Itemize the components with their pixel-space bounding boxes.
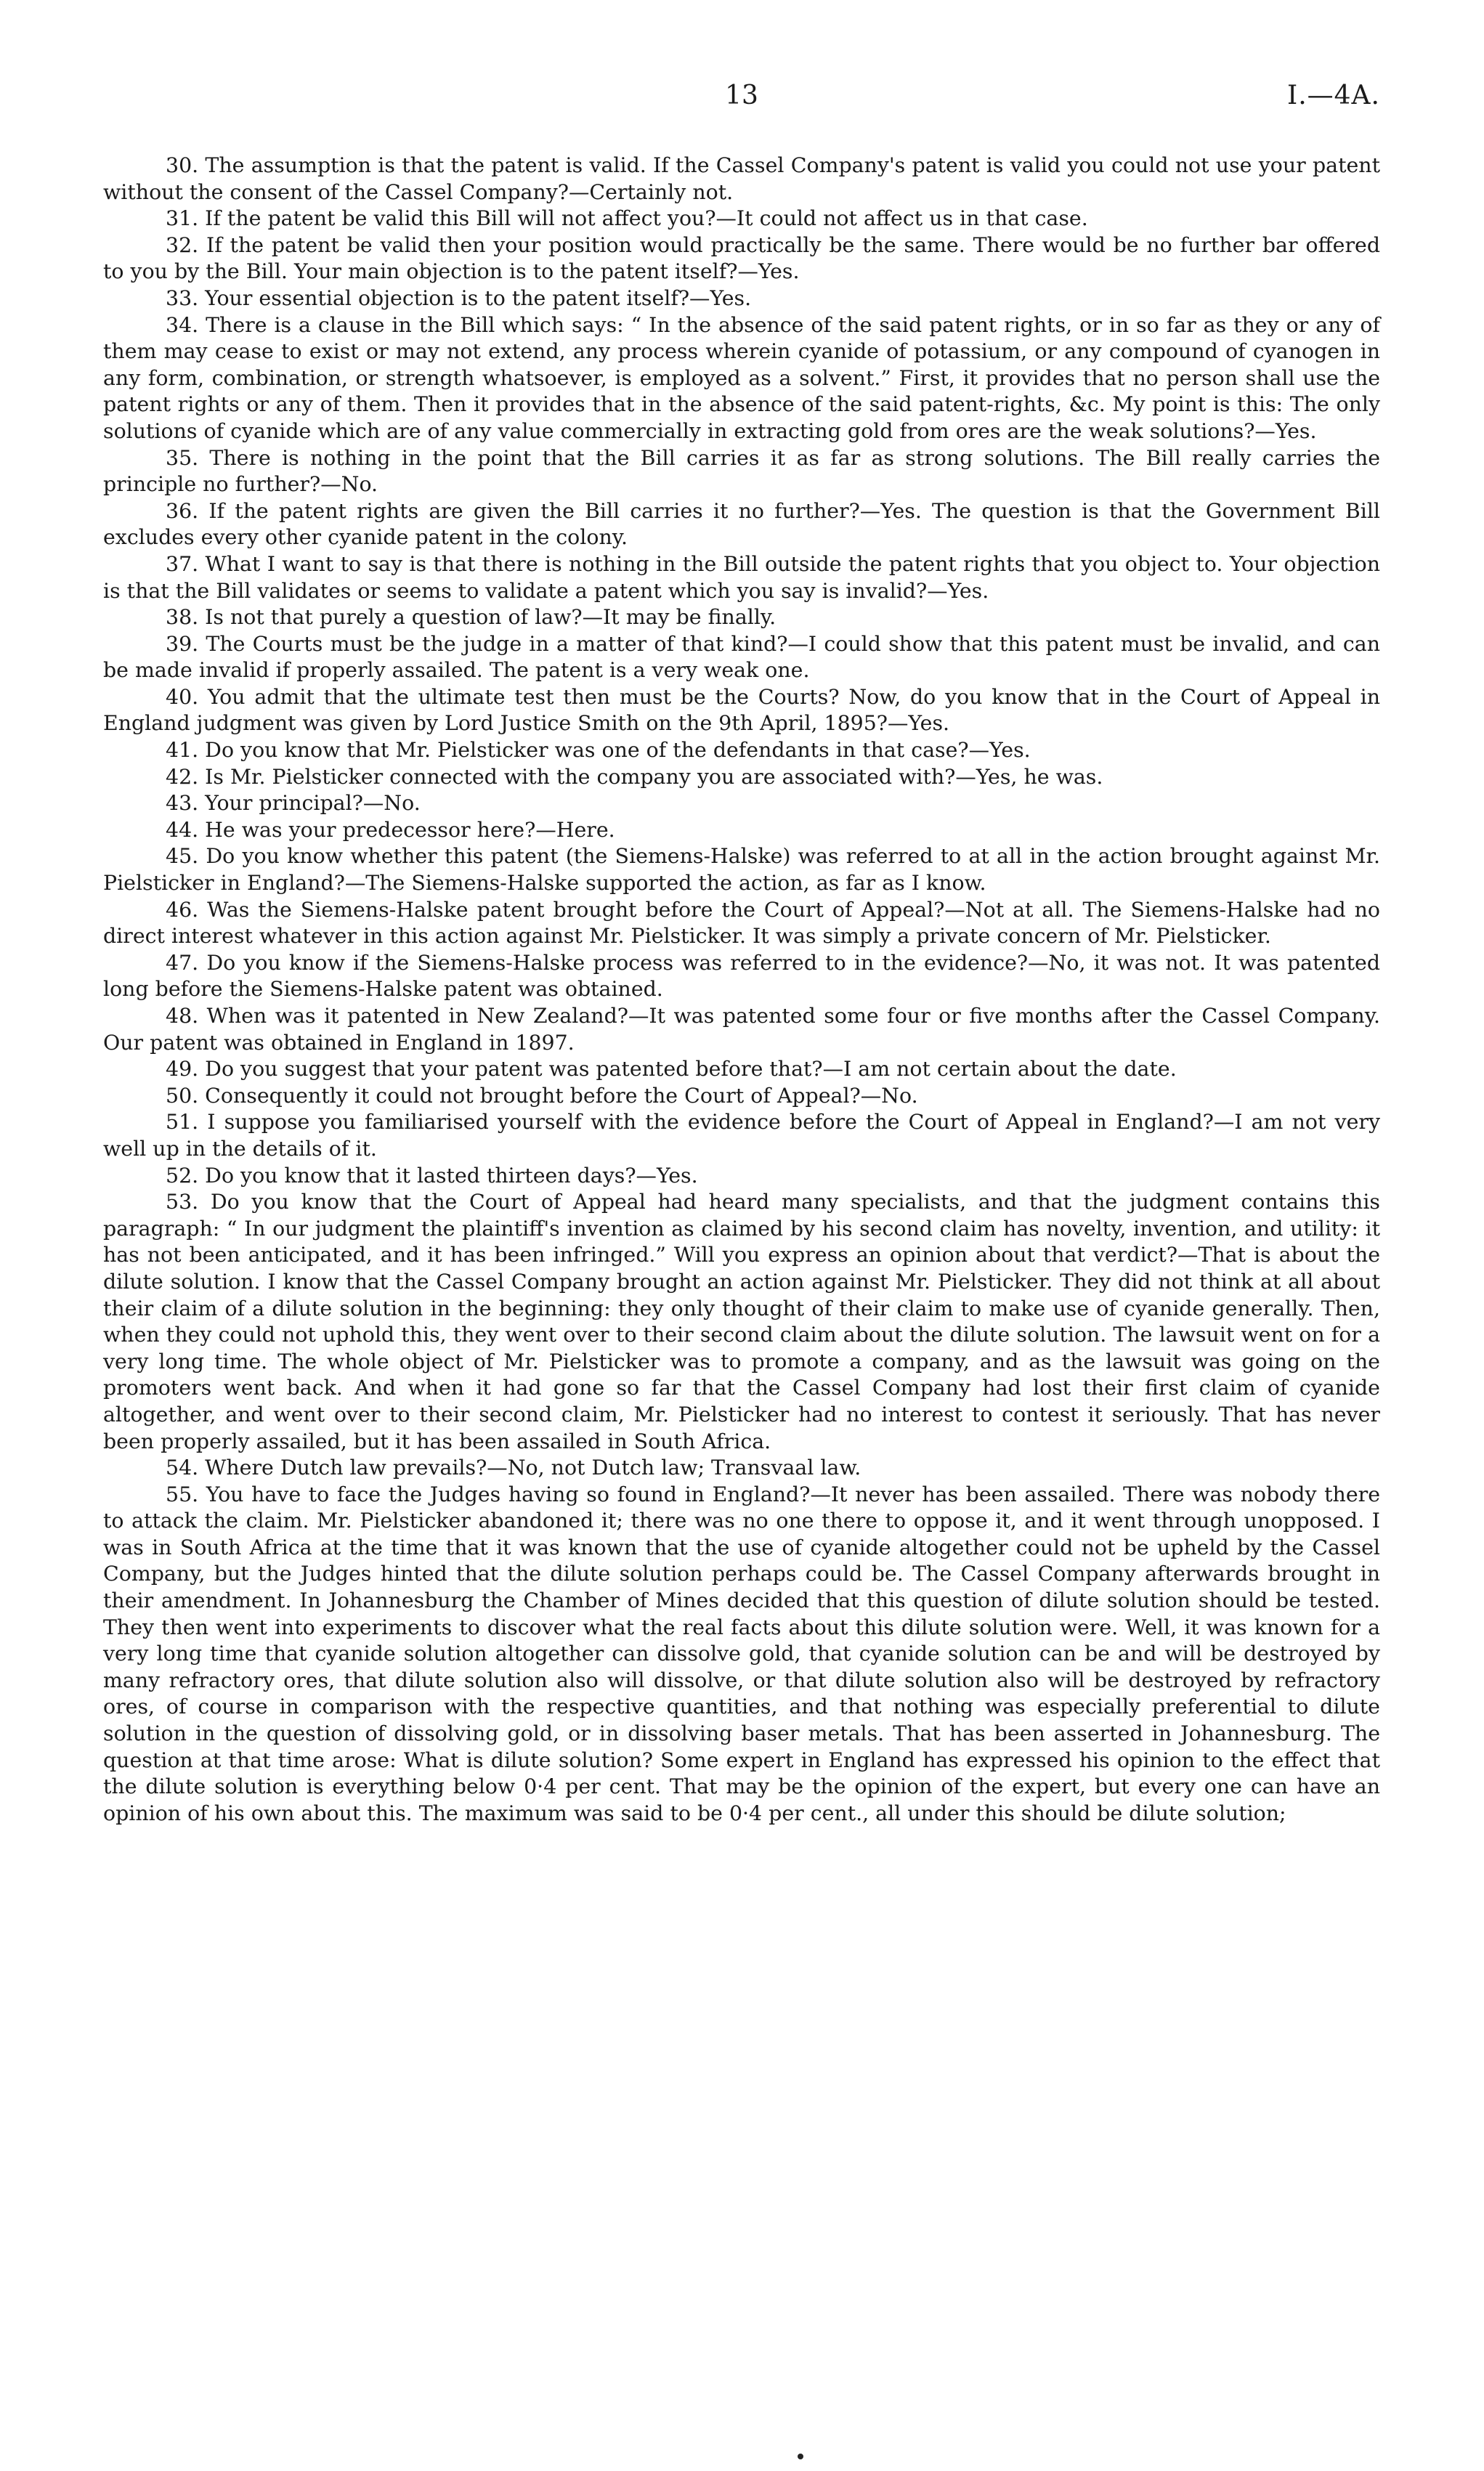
question-42: 42. Is Mr. Pielsticker connected with the company you are associated with?—Yes, he was. bbox=[166, 764, 1103, 789]
question-43: 43. Your principal?—No. bbox=[166, 791, 421, 816]
question-49: 49. Do you suggest that your patent was patented before that?—I am not certain about the date. bbox=[166, 1057, 1177, 1082]
question-52: 52. Do you know that it lasted thirteen days?—Yes. bbox=[166, 1163, 698, 1188]
question-55: 55. You have to face the Judges having so found in England?—It never has been assailed. There was nobody there to attack the claim. Mr. Pielsticker abandoned it; there was no one there to oppose it, and it went through unopposed. I was in South Africa at the time that it was known that the use of cyanide altogether could not be upheld by the Cassel Company, but the Judges hinted that the dilute solution perhaps could be. The Cassel Company afterwards brought in their amendment. In Johannesburg the Chamber of Mines decided that this question of dilute solution should be tested. They then went into experiments to discover what the real facts about this dilute solution were. Well, it was known for a very long time that cyanide solution altogether can dissolve gold, that cyanide solution can be and will be destroyed by many refractory ores, that dilute solution also will dissolve, or that dilute solution also will be destroyed by refractory ores, of course in comparison with the respective quantities, and that nothing was especially preferential to dilute solution in the question of dissolving gold, or in dissolving baser metals. That has been asserted in Johannesburg. The question at that time arose: What is dilute solution? Some expert in England has expressed his opinion to the effect that the dilute solution is everything below 0·4 per cent. That may be the opinion of the expert, but every one can have an opinion of his own about this. The maximum was said to be 0·4 per cent., all under this should be dilute solution; bbox=[103, 1482, 1380, 1825]
page-header bbox=[103, 76, 1380, 116]
question-39: 39. The Courts must be the judge in a matter of that kind?—I could show that this patent must be invalid, and can be made invalid if properly assailed. The patent is a very weak one. bbox=[103, 631, 1380, 683]
question-54: 54. Where Dutch law prevails?—No, not Dutch law; Transvaal law. bbox=[166, 1456, 861, 1480]
question-53: 53. Do you know that the Court of Appeal had heard many specialists, and that the judgment contains this paragraph: “ In our judgment the plaintiff's invention as claimed by his second claim has novelty, invention, and utility: it has not been anticipated, and it has been infringed.” Will you express an opinion about that verdict?—That is about the dilute solution. I know that the Cassel Company brought an action against Mr. Pielsticker. They did not think at all about their claim of a dilute solution in the beginning: they only thought of their claim to make use of cyanide generally. Then, when they could not uphold this, they went over to their second claim about the dilute solution. The lawsuit went on for a very long time. The whole object of Mr. Pielsticker was to promote a company, and as the lawsuit was going on the promoters went back. And when it had gone so far that the Cassel Company had lost their first claim of cyanide altogether, and went over to their second claim, Mr. Pielsticker had no interest to contest it seriously. That has never been properly assailed, but it has been assailed in South Africa. bbox=[103, 1190, 1380, 1453]
evidence-transcript bbox=[103, 153, 1380, 1827]
question-32: 32. If the patent be valid then your position would practically be the same. There would be no further bar offered to you by the Bill. Your main objection is to the patent itself?—Yes. bbox=[103, 232, 1380, 284]
question-33: 33. Your essential objection is to the patent itself?—Yes. bbox=[166, 285, 752, 310]
question-41: 41. Do you know that Mr. Pielsticker was one of the defendants in that case?—Yes. bbox=[166, 738, 1031, 763]
question-30: 30. The assumption is that the patent is valid. If the Cassel Company's patent is valid you could not use your patent without the consent of the Cassel Company?—Certainly not. bbox=[103, 153, 1380, 204]
question-40: 40. You admit that the ultimate test then must be the Courts? Now, do you know that in the Court of Appeal in England judgment was given by Lord Justice Smith on the 9th April, 1895?—Yes. bbox=[103, 684, 1380, 736]
question-37: 37. What I want to say is that there is nothing in the Bill outside the patent rights that you object to. Your objection is that the Bill validates or seems to validate a patent which you say is invalid?—Yes. bbox=[103, 551, 1380, 603]
question-48: 48. When was it patented in New Zealand?—It was patented some four or five months after the Cassel Company. Our patent was obtained in England in 1897. bbox=[103, 1004, 1380, 1055]
question-44: 44. He was your predecessor here?—Here. bbox=[166, 817, 615, 842]
document-reference: I.—4A. bbox=[1286, 81, 1380, 110]
page-dot-mark bbox=[798, 2454, 803, 2459]
question-51: 51. I suppose you familiarised yourself with the evidence before the Court of Appeal in England?—I am not very well up in the details of it. bbox=[103, 1110, 1380, 1161]
page-number: 13 bbox=[725, 81, 758, 110]
question-50: 50. Consequently it could not brought before the Court of Appeal?—No. bbox=[166, 1083, 918, 1108]
question-35: 35. There is nothing in the point that the Bill carries it as far as strong solutions. The Bill really carries the principle no further?—No. bbox=[103, 445, 1380, 497]
question-45: 45. Do you know whether this patent (the Siemens-Halske) was referred to at all in the action brought against Mr. Pielsticker in England?—The Siemens-Halske supported the action, as far as I know. bbox=[103, 844, 1380, 896]
question-38: 38. Is not that purely a question of law?—It may be finally. bbox=[166, 605, 777, 630]
question-34: 34. There is a clause in the Bill which says: “ In the absence of the said patent rights, or in so far as they or any of them may cease to exist or may not extend, any process wherein cyanide of potassium, or any compound of cyanogen in any form, combination, or strength whatsoever, is employed as a solvent.” First, it provides that no person shall use the patent rights or any of them. Then it provides that in the absence of the said patent-rights, &c. My point is this: The only solutions of cyanide which are of any value commercially in extracting gold from ores are the weak solutions?—Yes. bbox=[103, 312, 1380, 443]
question-46: 46. Was the Siemens-Halske patent brought before the Court of Appeal?—Not at all. The Siemens-Halske had no direct interest whatever in this action against Mr. Pielsticker. It was simply a private concern of Mr. Pielsticker. bbox=[103, 897, 1380, 949]
question-47: 47. Do you know if the Siemens-Halske process was referred to in the evidence?—No, it was not. It was patented long before the Siemens-Halske patent was obtained. bbox=[103, 950, 1380, 1002]
question-36: 36. If the patent rights are given the Bill carries it no further?—Yes. The question is that the Government Bill excludes every other cyanide patent in the colony. bbox=[103, 498, 1380, 550]
question-31: 31. If the patent be valid this Bill will not affect you?—It could not affect us in that case. bbox=[166, 206, 1088, 231]
